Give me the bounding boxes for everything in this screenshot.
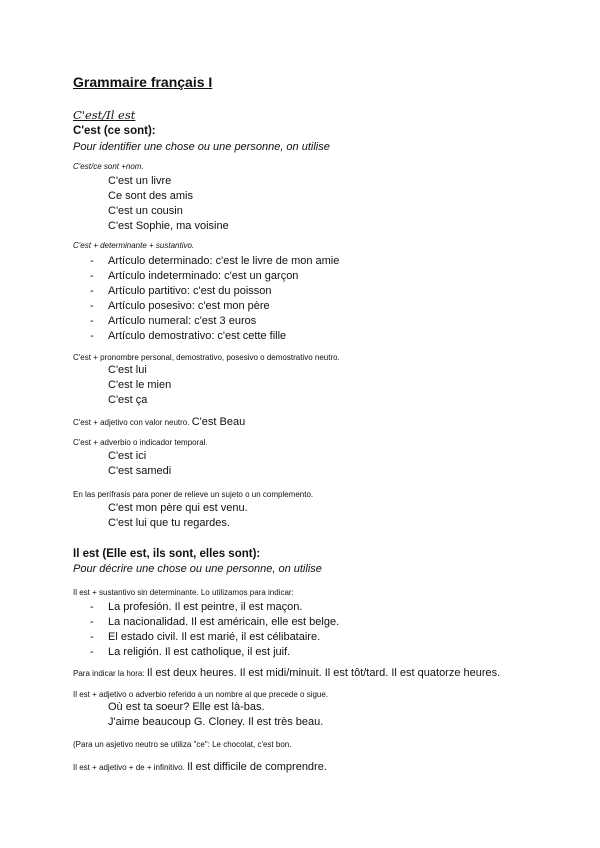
- inline-example: Il est deux heures. Il est midi/minuit. Il est tôt/tard. Il est quatorze heures.: [146, 667, 501, 679]
- cest-heading: C'est (ce sont):: [73, 125, 156, 137]
- rule-text: C'est + pronombre personal, demostrativo, posesivo o demostrativo neutro.: [73, 353, 340, 362]
- rule-text: Il est + sustantivo sin determinante. Lo utilizamos para indicar:: [73, 588, 294, 597]
- example-line: J'aime beaucoup G. Cloney. Il est très beau.: [108, 716, 324, 728]
- example-line: C'est samedi: [108, 465, 172, 477]
- example-line: C'est mon père qui est venu.: [108, 502, 248, 514]
- example-line: C'est Sophie, ma voisine: [108, 220, 229, 232]
- inline-example: C'est Beau: [191, 416, 246, 428]
- example-line: C'est le mien: [108, 379, 172, 391]
- list-item-text: La nacionalidad. Il est américain, elle est belge.: [108, 616, 340, 628]
- page-title: Grammaire français I: [73, 74, 213, 90]
- example-line: C'est lui: [108, 364, 147, 376]
- list-item: - La nacionalidad. Il est américain, elle est belge.: [90, 616, 340, 628]
- example-line: C'est ça: [108, 394, 148, 406]
- cest-intro: Pour identifier une chose ou une personne, on utilise: [73, 141, 330, 153]
- list-item-text: Artículo numeral: c'est 3 euros: [108, 315, 257, 327]
- example-line: C'est un cousin: [108, 205, 183, 217]
- list-item-text: La profesión. Il est peintre, il est maçon.: [108, 601, 303, 613]
- list-item: - La profesión. Il est peintre, il est maçon.: [90, 601, 303, 613]
- list-item-text: Artículo indeterminado: c'est un garçon: [108, 270, 299, 282]
- list-item-text: Artículo determinado: c'est le livre de mon amie: [108, 255, 340, 267]
- example-line: Ce sont des amis: [108, 190, 193, 202]
- list-item-text: El estado civil. Il est marié, il est célibataire.: [108, 631, 321, 643]
- il-est-intro: Pour décrire une chose ou une personne, on utilise: [73, 563, 322, 575]
- example-line: C'est lui que tu regardes.: [108, 517, 230, 529]
- inline-example: Il est difficile de comprendre.: [187, 761, 327, 773]
- list-item: - Artículo partitivo: c'est du poisson: [90, 285, 272, 297]
- rule-text: Il est + adjetivo o adverbio referido a un nombre al que precede o sigue.: [73, 690, 329, 699]
- section-subtitle: C'est/Il est: [73, 108, 136, 122]
- list-item: - La religión. Il est catholique, il est juif.: [90, 646, 291, 658]
- rule-with-example: [73, 667, 500, 679]
- example-line: C'est un livre: [108, 175, 172, 187]
- list-item-text: Artículo partitivo: c'est du poisson: [108, 285, 272, 297]
- example-line: C'est ici: [108, 450, 147, 462]
- il-est-heading: Il est (Elle est, ils sont, elles sont):: [73, 548, 261, 560]
- list-item: - Artículo numeral: c'est 3 euros: [90, 315, 257, 327]
- rule-text: C'est + adverbio o indicador temporal.: [73, 438, 208, 447]
- rule-text: C'est/ce sont +nom.: [73, 162, 144, 171]
- list-item: - El estado civil. Il est marié, il est célibataire.: [90, 631, 321, 643]
- list-item: - Artículo posesivo: c'est mon père: [90, 300, 270, 312]
- list-item: - Artículo indeterminado: c'est un garçon: [90, 270, 299, 282]
- rule-text: C'est + determinante + sustantivo.: [73, 241, 195, 250]
- rule-text: C'est + adjetivo con valor neutro.: [73, 418, 190, 427]
- rule-text: Il est + adjetivo + de + infinitivo.: [73, 763, 185, 772]
- list-item-text: Artículo posesivo: c'est mon père: [108, 300, 270, 312]
- rule-with-example: [73, 761, 327, 773]
- list-item-text: Artículo demostrativo: c'est cette fille: [108, 330, 287, 342]
- list-item: - Artículo determinado: c'est le livre de mon amie: [90, 255, 340, 267]
- list-item: - Artículo demostrativo: c'est cette fille: [90, 330, 287, 342]
- rule-text: Para indicar la hora:: [73, 669, 145, 678]
- example-line: Où est ta soeur? Elle est là-bas.: [108, 701, 265, 713]
- rule-text: En las perífrasis para poner de relieve un sujeto o un complemento.: [73, 490, 314, 499]
- list-item-text: La religión. Il est catholique, il est juif.: [108, 646, 291, 658]
- rule-with-example: [73, 416, 245, 428]
- rule-text: (Para un asjetivo neutro se utiliza "ce": Le chocolat, c'est bon.: [73, 740, 292, 749]
